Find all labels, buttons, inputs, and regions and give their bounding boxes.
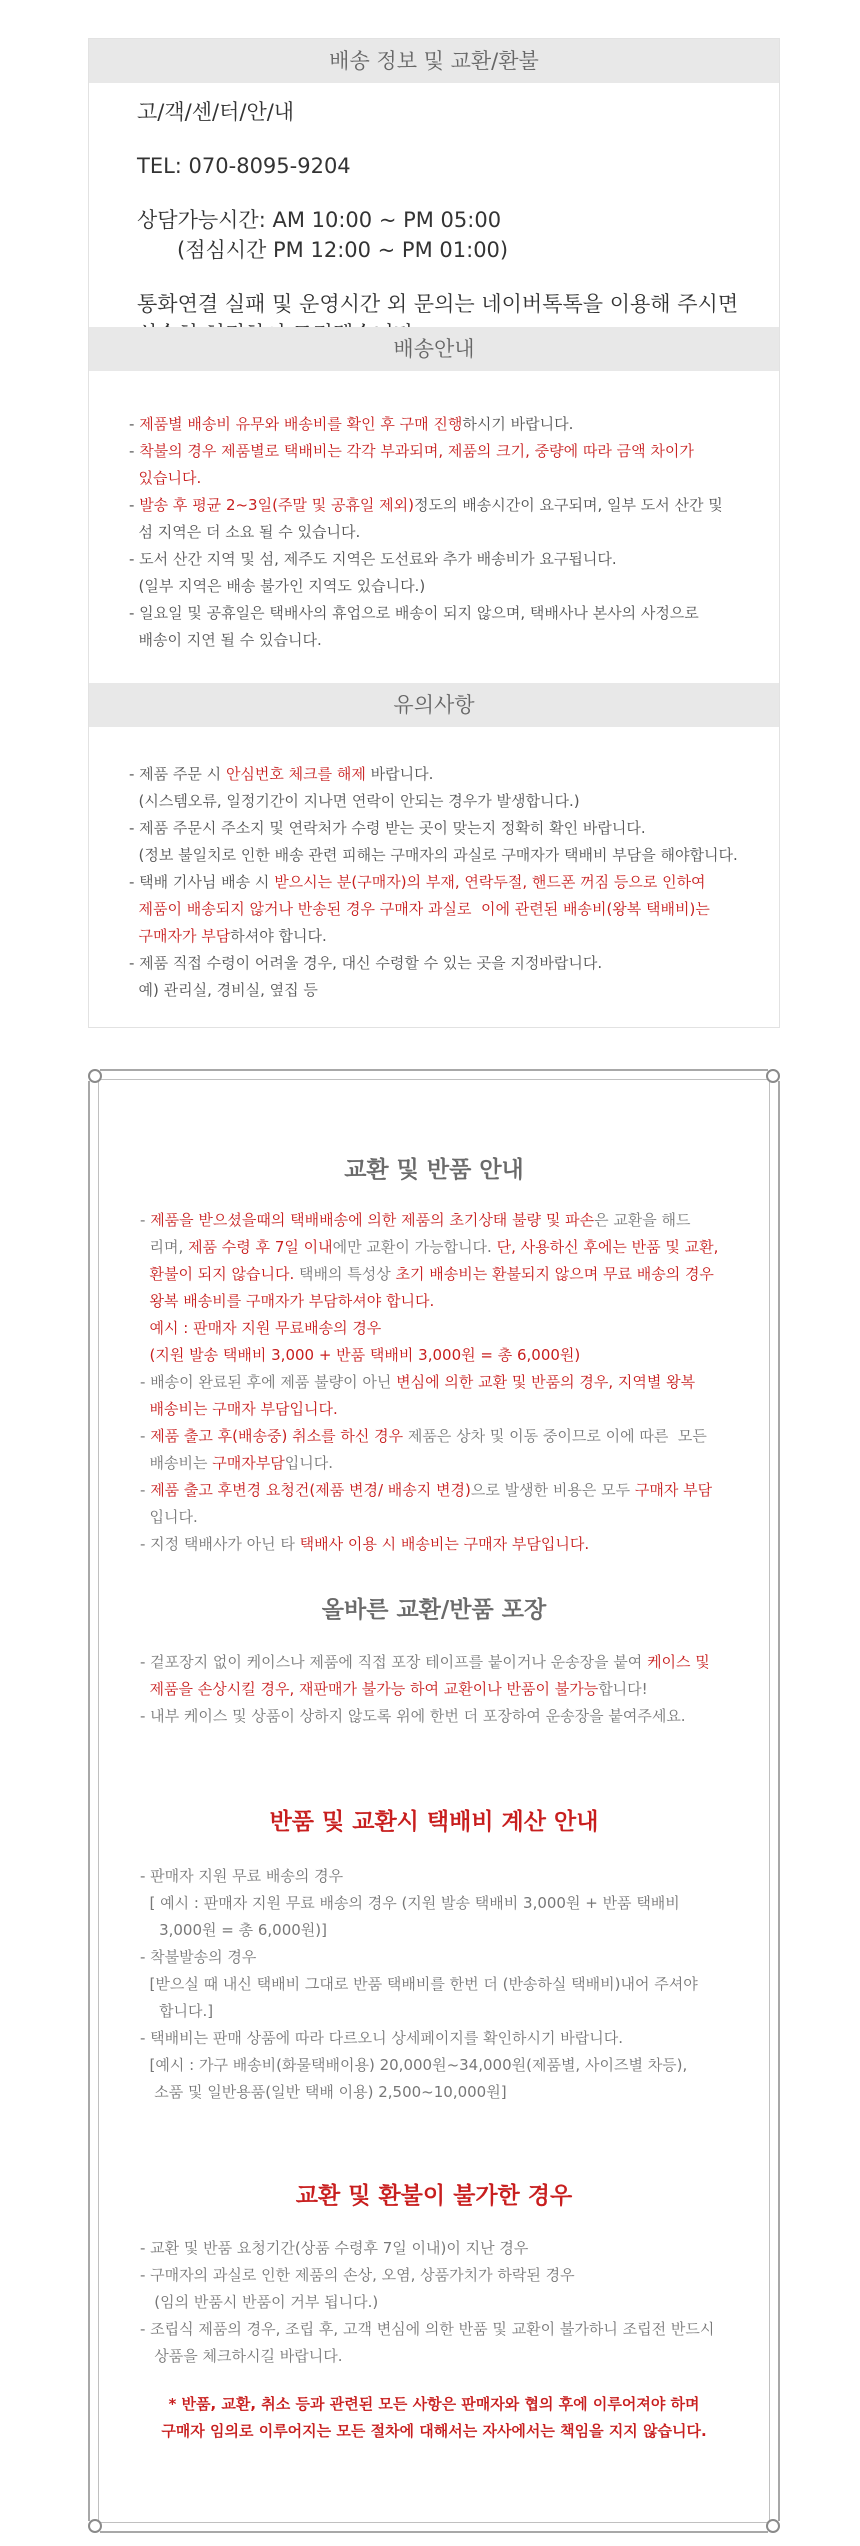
list-item	[129, 842, 738, 869]
highlighted-text: 케이스 및	[647, 1653, 710, 1671]
list-text: -	[129, 496, 140, 514]
list-text: [ 예시 : 판매자 지원 무료 배송의 경우 (지원 발송 택배비 3,000원 + 반품 택배비	[140, 1894, 680, 1912]
list-text: 입니다.	[140, 1508, 198, 1526]
list-item	[140, 1288, 718, 1315]
list-item	[129, 519, 723, 546]
cs-title: 고/객/센/터/안/내	[137, 100, 295, 124]
list-text	[129, 927, 139, 945]
list-text	[129, 900, 139, 918]
cs-tel: TEL: 070-8095-9204	[137, 154, 351, 178]
frame-corner	[768, 1063, 786, 1081]
list-text: 섬 지역은 더 소요 될 수 있습니다.	[129, 523, 361, 541]
list-text: (시스템오류, 일정기간이 지나면 연락이 안되는 경우가 발생합니다.)	[129, 792, 580, 810]
list-item	[140, 1369, 718, 1396]
cs-hours: 상담가능시간: AM 10:00 ~ PM 05:00	[137, 208, 502, 232]
highlighted-text: 발송 후 평균 2~3일(주말 및 공휴일 제외)	[139, 496, 415, 514]
highlighted-text: 받으시는 분(구매자)의 부재, 연락두절, 핸드폰 꺼짐 등으로 인하여	[274, 873, 706, 891]
list-text: - 착불발송의 경우	[140, 1948, 257, 1966]
list-item	[129, 869, 738, 896]
highlighted-text: 환불이 되지 않습니다.	[149, 1265, 295, 1283]
list-item	[140, 1423, 718, 1450]
frame-corner	[82, 2521, 100, 2539]
list-item	[129, 627, 723, 654]
list-item	[129, 573, 723, 600]
list-text: 하셔야 합니다.	[230, 927, 327, 945]
list-item	[140, 2343, 714, 2370]
list-text: - 구매자의 과실로 인한 제품의 손상, 오염, 상품가치가 하락된 경우	[140, 2266, 575, 2284]
list-item	[140, 2025, 698, 2052]
highlighted-text: (지원 발송 택배비 3,000 + 반품 택배비 3,000원 = 총 6,000원)	[149, 1346, 581, 1364]
list-text: -	[129, 415, 140, 433]
list-item	[140, 2079, 698, 2106]
highlighted-text: 구매자 부담	[634, 1481, 713, 1499]
highlighted-text: 안심번호 체크를 해제	[225, 765, 366, 783]
list-text: 은 교환을 해드	[594, 1211, 691, 1229]
list-item	[129, 950, 738, 977]
list-text	[140, 1346, 150, 1364]
highlighted-text: 왕복 배송비를 구매자가 부담하셔야 합니다.	[149, 1292, 435, 1310]
cs-lunch: (점심시간 PM 12:00 ~ PM 01:00)	[177, 238, 509, 262]
list-item	[140, 1890, 698, 1917]
list-text: 바랍니다.	[365, 765, 434, 783]
shipping-info-box	[88, 38, 780, 1028]
list-item	[140, 2316, 714, 2343]
list-text: (임의 반품시 반품이 거부 됩니다.)	[140, 2293, 379, 2311]
list-item	[129, 977, 738, 1004]
list-text: 3,000원 = 총 6,000원)]	[140, 1921, 328, 1939]
highlighted-text: 구매자부담	[212, 1454, 285, 1472]
list-item	[140, 2235, 714, 2262]
list-item	[140, 1703, 710, 1730]
highlighted-text: 배송비는 구매자 부담입니다.	[149, 1400, 338, 1418]
list-text: (정보 불일치로 인한 배송 관련 피해는 구매자의 과실로 구매자가 택배비 부담을 해야합니다.	[129, 846, 738, 864]
list-item	[140, 1649, 710, 1676]
highlighted-text: 제품별 배송비 유무와 배송비를 확인 후 구매 진행	[139, 415, 463, 433]
list-item	[129, 788, 738, 815]
list-text: [받으실 때 내신 택배비 그대로 반품 택배비를 한번 더 (반송하실 택배비)내어 주셔야	[140, 1975, 698, 1993]
list-text: - 제품 직접 수령이 어려울 경우, 대신 수령할 수 있는 곳을 지정바랍니다.	[129, 954, 603, 972]
list-text: 으로 발생한 비용은 모두	[470, 1481, 635, 1499]
list-item	[140, 1998, 698, 2025]
list-text: 정도의 배송시간이 요구되며, 일부 도서 산간 및	[414, 496, 723, 514]
list-text: - 도서 산간 지역 및 섬, 제주도 지역은 도선료와 추가 배송비가 요구됩니다.	[129, 550, 617, 568]
list-item	[129, 411, 723, 438]
list-text	[129, 469, 139, 487]
list-item	[140, 1396, 718, 1423]
list-text: 리며,	[140, 1238, 189, 1256]
list-text: -	[129, 442, 140, 460]
list-item	[140, 1531, 718, 1558]
list-item	[140, 2289, 714, 2316]
list-item	[129, 923, 738, 950]
list-item	[140, 1971, 698, 1998]
list-text: - 판매자 지원 무료 배송의 경우	[140, 1867, 344, 1885]
list-item	[140, 1477, 718, 1504]
list-item	[129, 896, 738, 923]
list-text: - 지정 택배사가 아닌 타	[140, 1535, 300, 1553]
list-item	[140, 1234, 718, 1261]
list-text: - 내부 케이스 및 상품이 상하지 않도록 위에 한번 더 포장하여 운송장을 붙여주세요.	[140, 1707, 686, 1725]
list-text: - 택배비는 판매 상품에 따라 다르오니 상세페이지를 확인하시기 바랍니다.	[140, 2029, 624, 2047]
list-text: 하시기 바랍니다.	[462, 415, 574, 433]
highlighted-text: 제품 출고 후변경 요청건(제품 변경/ 배송지 변경)	[150, 1481, 471, 1499]
list-item	[129, 815, 738, 842]
list-item	[140, 1944, 698, 1971]
highlighted-text: 있습니다.	[138, 469, 202, 487]
highlighted-text: 제품을 손상시킬 경우, 재판매가 불가능 하여 교환이나 반품이 불가능	[149, 1680, 599, 1698]
list-item	[129, 546, 723, 573]
list-text: 제품은 상차 및 이동 중이므로 이에 따른 모든	[403, 1427, 707, 1445]
list-text: 합니다.]	[140, 2002, 214, 2020]
highlighted-text: 제품을 받으셨을때의 택배배송에 의한 제품의 초기상태 불량 및 파손	[150, 1211, 595, 1229]
list-item	[129, 492, 723, 519]
list-item	[140, 1917, 698, 1944]
list-item	[129, 600, 723, 627]
highlighted-text: 택배사 이용 시 배송비는 구매자 부담입니다.	[299, 1535, 590, 1553]
list-item	[129, 465, 723, 492]
list-item	[140, 1207, 718, 1234]
list-text	[140, 1319, 150, 1337]
shipping-info-header: 배송 정보 및 교환/환불	[89, 39, 779, 83]
highlighted-text: 초기 배송비는 환불되지 않으며 무료 배송의 경우	[395, 1265, 714, 1283]
list-text: - 제품 주문시 주소지 및 연락처가 수령 받는 곳이 맞는지 정확히 확인 바랍니다.	[129, 819, 646, 837]
list-text: 입니다.	[284, 1454, 333, 1472]
cs-note-line1: 통화연결 실패 및 운영시간 외 문의는 네이버톡톡을 이용해 주시면	[137, 292, 739, 316]
shipping-fee-title: 반품 및 교환시 택배비 계산 안내	[269, 1809, 599, 1835]
delivery-guide-list	[129, 411, 723, 654]
list-text: -	[140, 1427, 151, 1445]
list-item	[140, 1676, 710, 1703]
disclaimer-line1: * 반품, 교환, 취소 등과 관련된 모든 사항은 판매자와 협의 후에 이루어져야 하며	[168, 2395, 700, 2413]
list-text: - 조립식 제품의 경우, 조립 후, 고객 변심에 의한 반품 및 교환이 불가하니 조립전 반드시	[140, 2320, 715, 2338]
delivery-guide-header: 배송안내	[89, 327, 779, 371]
list-text: - 일요일 및 공휴일은 택배사의 휴업으로 배송이 되지 않으며, 택배사나 본사의 사정으로	[129, 604, 699, 622]
list-text: - 제품 주문 시	[129, 765, 226, 783]
list-text	[140, 1400, 150, 1418]
packing-list	[140, 1649, 710, 1730]
disclaimer-line2: 구매자 임의로 이루어지는 모든 절차에 대해서는 자사에서는 책임을 지지 않습니다.	[161, 2422, 707, 2440]
list-text: - 택배 기사님 배송 시	[129, 873, 275, 891]
list-item	[140, 1504, 718, 1531]
list-item	[140, 2052, 698, 2079]
frame-corner	[768, 2521, 786, 2539]
highlighted-text: 제품 수령 후 7일 이내	[188, 1238, 333, 1256]
list-text: 소품 및 일반용품(일반 택배 이용) 2,500~10,000원]	[140, 2083, 507, 2101]
non-refundable-list	[140, 2235, 714, 2370]
exchange-return-notice-box	[88, 1069, 780, 2533]
highlighted-text: 단, 사용하신 후에는 반품 및 교환,	[496, 1238, 719, 1256]
non-refundable-title: 교환 및 환불이 불가한 경우	[295, 2183, 573, 2209]
exchange-return-list	[140, 1207, 718, 1558]
list-text: 예) 관리실, 경비실, 옆집 등	[129, 981, 318, 999]
highlighted-text: 제품 출고 후(배송중) 취소를 하신 경우	[150, 1427, 404, 1445]
list-item	[140, 1450, 718, 1477]
list-item	[140, 1261, 718, 1288]
list-item	[129, 761, 738, 788]
list-text: - 배송이 완료된 후에 제품 불량이 아닌	[140, 1373, 397, 1391]
list-item	[140, 1342, 718, 1369]
list-text: -	[140, 1481, 151, 1499]
list-text: (일부 지역은 배송 불가인 지역도 있습니다.)	[129, 577, 426, 595]
list-text	[140, 1680, 150, 1698]
list-text: 합니다!	[598, 1680, 648, 1698]
frame-corner	[82, 1063, 100, 1081]
highlighted-text: 변심에 의한 교환 및 반품의 경우, 지역별 왕복	[396, 1373, 696, 1391]
packing-title: 올바른 교환/반품 포장	[321, 1597, 547, 1623]
highlighted-text: 착불의 경우 제품별로 택배비는 각각 부과되며, 제품의 크기, 중량에 따라 금액 차이가	[139, 442, 694, 460]
highlighted-text: 제품이 배송되지 않거나 반송된 경우 구매자 과실로 이에 관련된 배송비(왕복 택배비)는	[138, 900, 710, 918]
list-text: 배송이 지연 될 수 있습니다.	[129, 631, 322, 649]
list-text: - 교환 및 반품 요청기간(상품 수령후 7일 이내)이 지난 경우	[140, 2239, 529, 2257]
list-item	[140, 2262, 714, 2289]
list-text: 상품을 체크하시길 바랍니다.	[140, 2347, 343, 2365]
list-text: 에만 교환이 가능합니다.	[332, 1238, 497, 1256]
list-text	[140, 1292, 150, 1310]
list-text: 택배의 특성상	[294, 1265, 396, 1283]
caution-header: 유의사항	[89, 683, 779, 727]
highlighted-text: 구매자가 부담	[138, 927, 231, 945]
shipping-fee-list	[140, 1863, 698, 2106]
list-item	[140, 1863, 698, 1890]
list-text	[140, 1265, 150, 1283]
exchange-return-title: 교환 및 반품 안내	[344, 1157, 524, 1183]
list-text: [예시 : 가구 배송비(화물택배이용) 20,000원~34,000원(제품별, 사이즈별 차등),	[140, 2056, 688, 2074]
list-text: -	[140, 1211, 151, 1229]
highlighted-text: 예시 : 판매자 지원 무료배송의 경우	[149, 1319, 382, 1337]
list-text: - 겉포장지 없이 케이스나 제품에 직접 포장 테이프를 붙이거나 운송장을 붙여	[140, 1653, 648, 1671]
list-text: 배송비는	[140, 1454, 213, 1472]
customer-center	[137, 97, 738, 349]
list-item	[129, 438, 723, 465]
caution-list	[129, 761, 738, 1004]
list-item	[140, 1315, 718, 1342]
